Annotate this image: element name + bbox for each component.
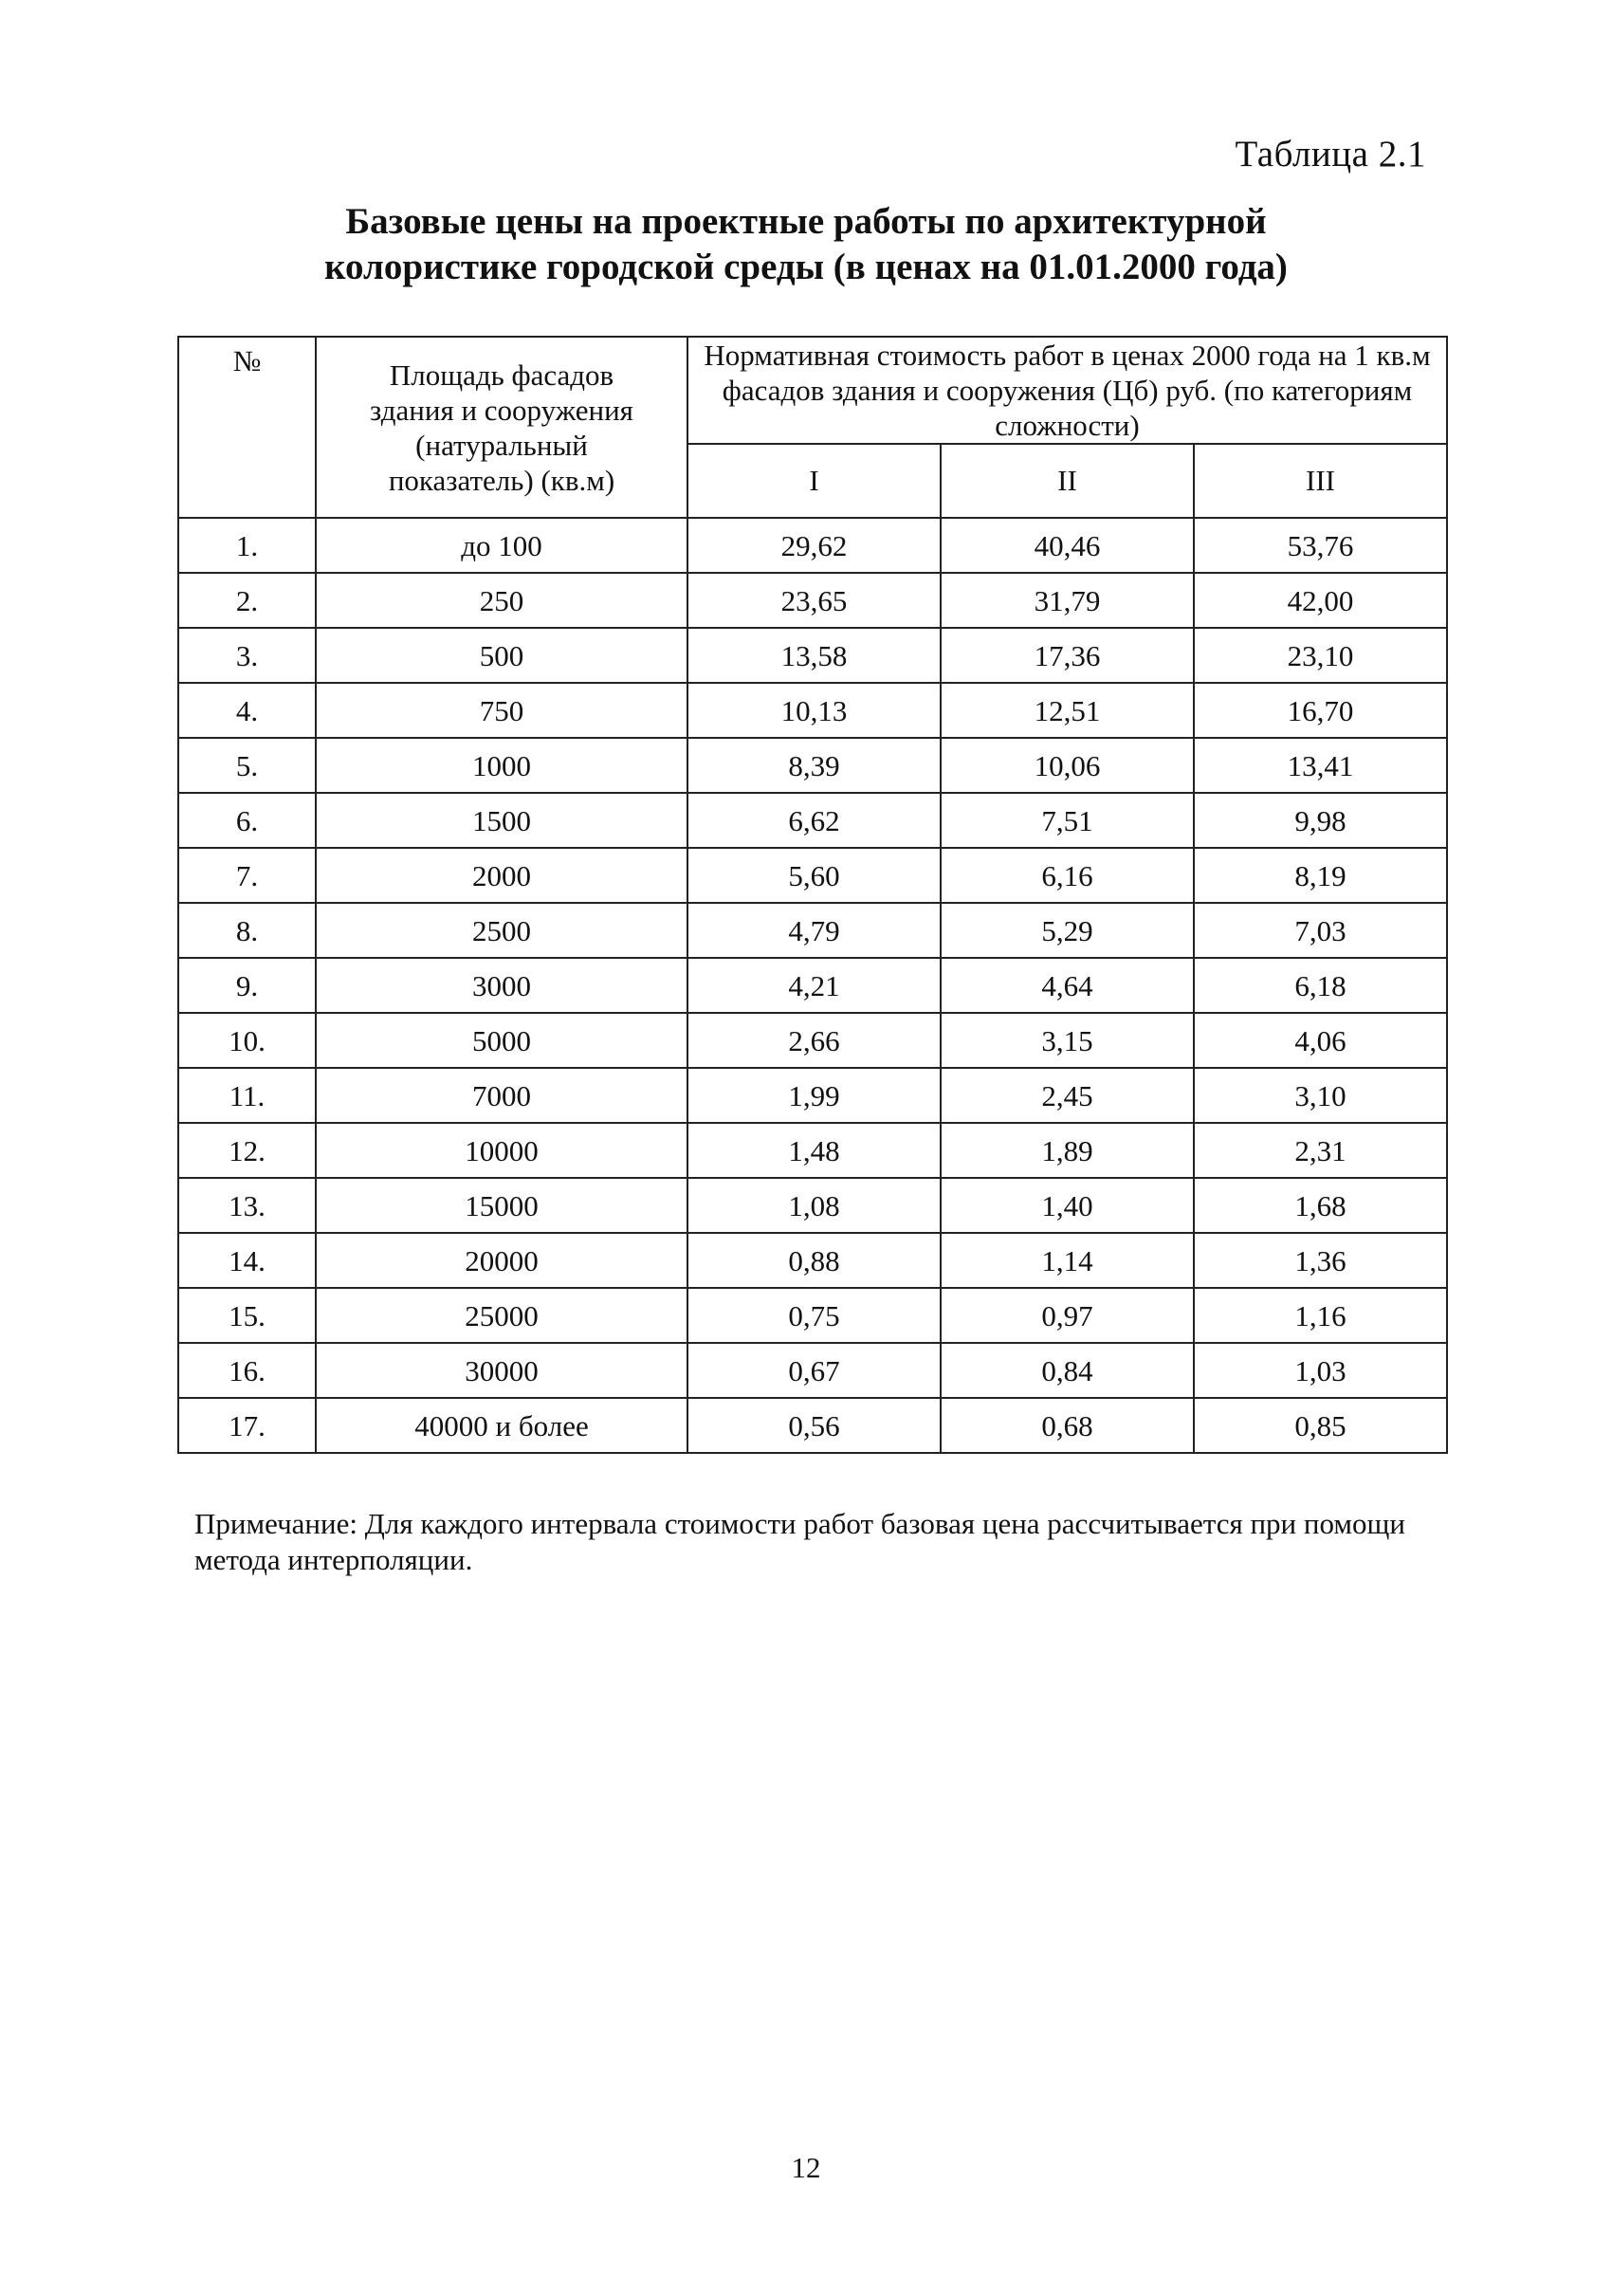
cost-category-2: 17,36 xyxy=(941,628,1194,683)
cost-category-2: 3,15 xyxy=(941,1013,1194,1068)
row-number: 17. xyxy=(178,1398,316,1453)
cost-category-3: 13,41 xyxy=(1194,738,1447,793)
cost-category-1: 1,08 xyxy=(687,1178,941,1233)
row-number: 8. xyxy=(178,903,316,958)
row-number: 6. xyxy=(178,793,316,848)
facade-area: 500 xyxy=(316,628,687,683)
row-number: 13. xyxy=(178,1178,316,1233)
row-number: 4. xyxy=(178,683,316,738)
cost-category-2: 1,14 xyxy=(941,1233,1194,1288)
cost-category-1: 13,58 xyxy=(687,628,941,683)
cost-category-3: 8,19 xyxy=(1194,848,1447,903)
table-header xyxy=(178,337,1447,518)
facade-area: 250 xyxy=(316,573,687,628)
row-number: 2. xyxy=(178,573,316,628)
cost-category-2: 1,40 xyxy=(941,1178,1194,1233)
cost-category-2: 31,79 xyxy=(941,573,1194,628)
row-number: 11. xyxy=(178,1068,316,1123)
row-number: 9. xyxy=(178,958,316,1013)
cost-category-2: 10,06 xyxy=(941,738,1194,793)
cost-category-3: 4,06 xyxy=(1194,1013,1447,1068)
row-number: 12. xyxy=(178,1123,316,1178)
table-row xyxy=(178,683,1447,738)
facade-area: 1000 xyxy=(316,738,687,793)
cost-category-1: 5,60 xyxy=(687,848,941,903)
facade-area: 7000 xyxy=(316,1068,687,1123)
cost-category-1: 0,75 xyxy=(687,1288,941,1343)
row-number: 10. xyxy=(178,1013,316,1068)
row-number: 14. xyxy=(178,1233,316,1288)
table-row xyxy=(178,1398,1447,1453)
cost-category-3: 3,10 xyxy=(1194,1068,1447,1123)
cost-category-3: 7,03 xyxy=(1194,903,1447,958)
table-label: Таблица 2.1 xyxy=(1235,134,1426,174)
facade-area: 10000 xyxy=(316,1123,687,1178)
header-category-1: I xyxy=(687,444,941,518)
facade-area: 20000 xyxy=(316,1233,687,1288)
row-number: 16. xyxy=(178,1343,316,1398)
row-number: 15. xyxy=(178,1288,316,1343)
facade-area: 750 xyxy=(316,683,687,738)
document-title xyxy=(0,199,1612,290)
cost-category-1: 0,56 xyxy=(687,1398,941,1453)
facade-area: 25000 xyxy=(316,1288,687,1343)
table-row xyxy=(178,628,1447,683)
cost-category-1: 8,39 xyxy=(687,738,941,793)
cost-category-3: 53,76 xyxy=(1194,518,1447,573)
cost-category-1: 4,79 xyxy=(687,903,941,958)
table-row xyxy=(178,1178,1447,1233)
cost-category-3: 42,00 xyxy=(1194,573,1447,628)
facade-area: 5000 xyxy=(316,1013,687,1068)
facade-area: 40000 и более xyxy=(316,1398,687,1453)
table-row xyxy=(178,1288,1447,1343)
cost-category-3: 1,68 xyxy=(1194,1178,1447,1233)
cost-category-3: 1,36 xyxy=(1194,1233,1447,1288)
table-row xyxy=(178,1233,1447,1288)
table-row xyxy=(178,958,1447,1013)
table-row xyxy=(178,1068,1447,1123)
cost-category-2: 5,29 xyxy=(941,903,1194,958)
page-number: 12 xyxy=(791,2151,821,2184)
header-category-3: III xyxy=(1194,444,1447,518)
cost-category-2: 0,68 xyxy=(941,1398,1194,1453)
cost-category-1: 2,66 xyxy=(687,1013,941,1068)
row-number: 7. xyxy=(178,848,316,903)
table-row xyxy=(178,573,1447,628)
table-row xyxy=(178,903,1447,958)
row-number: 5. xyxy=(178,738,316,793)
cost-category-2: 6,16 xyxy=(941,848,1194,903)
facade-area: 2500 xyxy=(316,903,687,958)
price-table xyxy=(177,336,1448,1454)
cost-category-2: 1,89 xyxy=(941,1123,1194,1178)
cost-category-2: 40,46 xyxy=(941,518,1194,573)
row-number: 1. xyxy=(178,518,316,573)
table-row xyxy=(178,848,1447,903)
header-normative-cost: Нормативная стоимость работ в ценах 2000 года на 1 кв.м фасадов здания и сооружения (Цб) руб. (по категориям сложности) xyxy=(687,337,1447,444)
facade-area: 15000 xyxy=(316,1178,687,1233)
facade-area: 3000 xyxy=(316,958,687,1013)
table-row xyxy=(178,793,1447,848)
title-line-1: Базовые цены на проектные работы по архитектурной xyxy=(345,201,1267,242)
header-facade-area: Площадь фасадов здания и сооружения (натуральный показатель) (кв.м) xyxy=(316,337,687,518)
header-number: № xyxy=(178,337,316,518)
facade-area: 1500 xyxy=(316,793,687,848)
title-line-2: колористике городской среды (в ценах на 01.01.2000 года) xyxy=(324,247,1288,287)
cost-category-1: 0,67 xyxy=(687,1343,941,1398)
cost-category-2: 0,84 xyxy=(941,1343,1194,1398)
cost-category-1: 23,65 xyxy=(687,573,941,628)
cost-category-1: 1,48 xyxy=(687,1123,941,1178)
cost-category-2: 2,45 xyxy=(941,1068,1194,1123)
cost-category-3: 0,85 xyxy=(1194,1398,1447,1453)
facade-area: до 100 xyxy=(316,518,687,573)
table-row xyxy=(178,1123,1447,1178)
cost-category-2: 12,51 xyxy=(941,683,1194,738)
table-row xyxy=(178,738,1447,793)
row-number: 3. xyxy=(178,628,316,683)
cost-category-1: 0,88 xyxy=(687,1233,941,1288)
table-row xyxy=(178,518,1447,573)
cost-category-3: 16,70 xyxy=(1194,683,1447,738)
cost-category-1: 4,21 xyxy=(687,958,941,1013)
cost-category-3: 2,31 xyxy=(1194,1123,1447,1178)
table-row xyxy=(178,1013,1447,1068)
cost-category-3: 1,16 xyxy=(1194,1288,1447,1343)
cost-category-3: 9,98 xyxy=(1194,793,1447,848)
cost-category-1: 29,62 xyxy=(687,518,941,573)
header-category-2: II xyxy=(941,444,1194,518)
cost-category-3: 1,03 xyxy=(1194,1343,1447,1398)
cost-category-3: 23,10 xyxy=(1194,628,1447,683)
facade-area: 30000 xyxy=(316,1343,687,1398)
note: Примечание: Для каждого интервала стоимости работ базовая цена рассчитывается при помощи метода интерполяции. xyxy=(194,1507,1405,1576)
cost-category-1: 1,99 xyxy=(687,1068,941,1123)
cost-category-1: 10,13 xyxy=(687,683,941,738)
cost-category-1: 6,62 xyxy=(687,793,941,848)
cost-category-2: 7,51 xyxy=(941,793,1194,848)
table-row xyxy=(178,1343,1447,1398)
cost-category-2: 4,64 xyxy=(941,958,1194,1013)
table-body xyxy=(178,518,1447,1453)
cost-category-3: 6,18 xyxy=(1194,958,1447,1013)
facade-area: 2000 xyxy=(316,848,687,903)
cost-category-2: 0,97 xyxy=(941,1288,1194,1343)
